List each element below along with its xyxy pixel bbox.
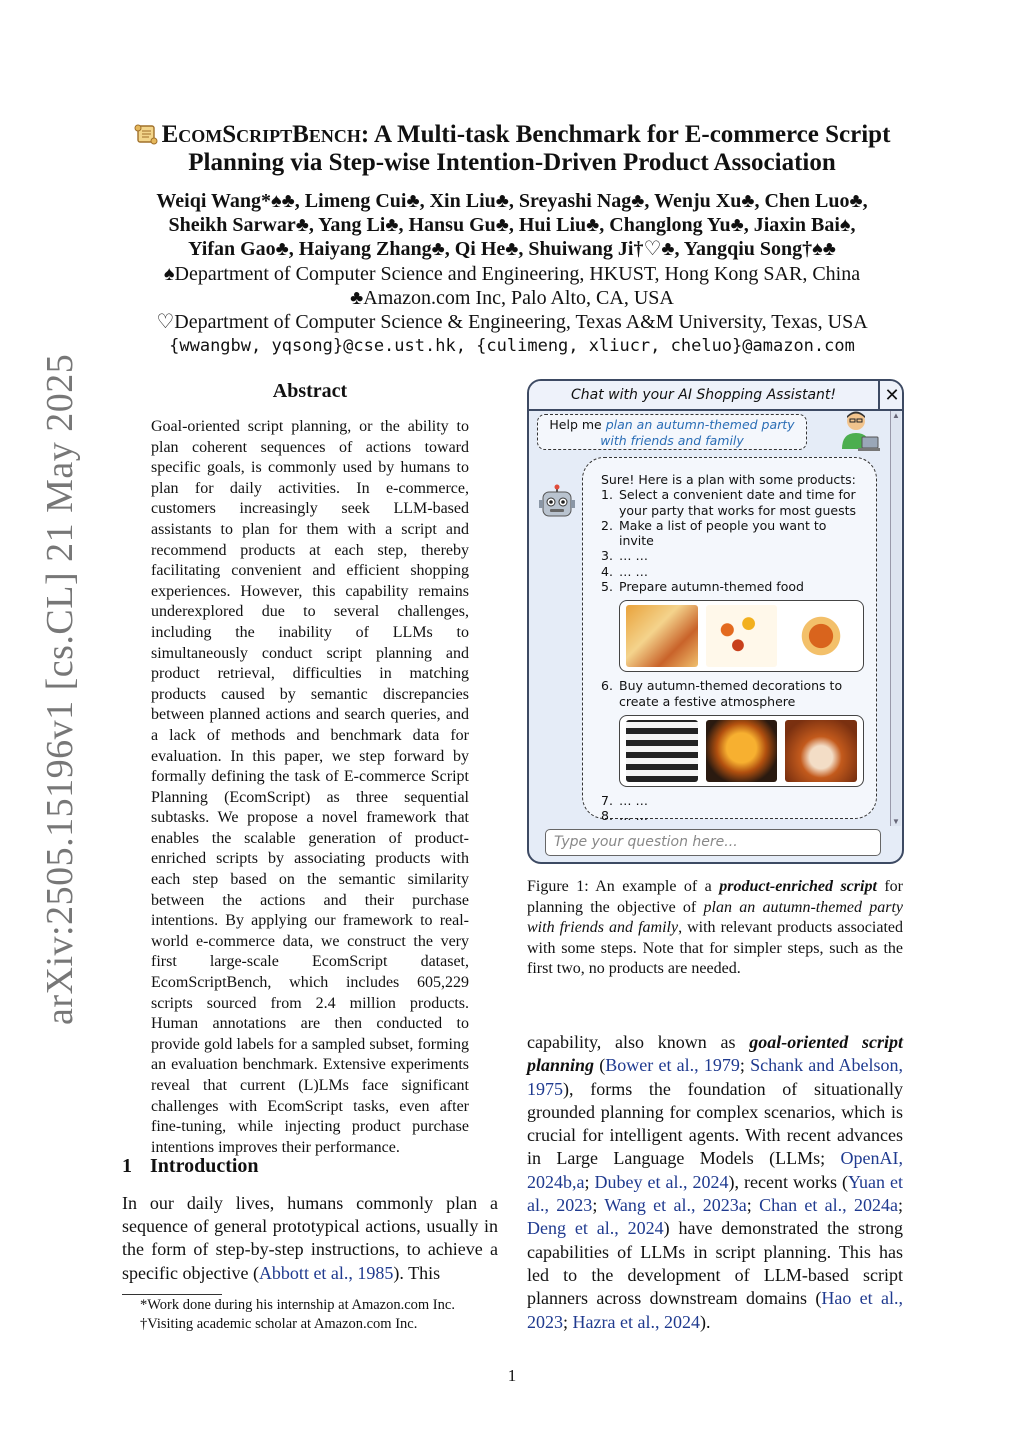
step-text: … …	[619, 548, 648, 564]
footnotes	[140, 1296, 455, 1334]
title-line1-rest: : A Multi-task Benchmark for E-commerce Script	[360, 121, 891, 148]
body-text: (	[594, 1055, 606, 1076]
author-line-2: Sheikh Sarwar♣, Yang Li♣, Hansu Gu♣, Hui Liu♣, Changlong Yu♣, Jiaxin Bai♠,	[168, 214, 856, 236]
body-text: ), recent works (	[728, 1171, 848, 1192]
step-text: … …	[619, 563, 648, 579]
product-image-autumn-snacks[interactable]	[626, 605, 698, 667]
chat-input[interactable]: Type your question here...	[545, 829, 881, 856]
product-image-leaf-platter[interactable]	[785, 605, 857, 667]
caption-term: product-enriched script	[719, 878, 877, 895]
step-text: Select a convenient date and time for your party that works for most guests	[619, 487, 857, 518]
body-text: ), forms the foundation of situationally grounded planning for complex scenarios, which is crucial for intelligent agents. With recent advances in Large Language Models (LLMs;	[527, 1078, 903, 1169]
user-message-prefix: Help me	[549, 417, 606, 432]
user-goal-part1: plan an autumn-themed party	[605, 417, 795, 432]
citation-link[interactable]: Deng et al., 2024	[527, 1218, 664, 1239]
figure-caption	[527, 877, 903, 980]
product-image-leaf-picks[interactable]	[706, 605, 778, 667]
abstract-text: Goal-oriented script planning, or the ability to plan coherent sequences of actions toward specific goals, is commonly used by humans to plan for daily activities. In e-commerce, customers increasingly seek LLM-based assistants to plan for them with a script and recommend products at each step, thereby facilitating convenient and efficient shopping experiences. However, this capability remains underexplored due to several challenges, including the inability of LLMs to simultaneously conduct script planning and product retrieval, difficulties in matching products caused by semantic discrepancies between planned actions and search queries, and a lack of methods and benchmark data for evaluation. In this paper, we step forward by formally defining the task of E-commerce Script Planning (EcomScript) as three sequential subtasks. We propose a novel framework that enables the scalable generation of product-enriched scripts by associating products with each step based on the semantic similarity between the actions and their purchase intentions. By applying our framework to real-world e-commerce data, we construct the very first large-scale EcomScript dataset, EcomScriptBench, which includes 605,229 scripts sourced from 2.4 million products. Human annotations are then conducted to provide gold labels for a sampled subset, forming an evaluation benchmark. Extensive experiments reveal that current (L)LMs face significant challenges with EcomScript tasks, even after fine-tuning, while injecting product purchase intentions improves their performance.	[151, 418, 469, 1156]
food-product-images	[619, 600, 864, 672]
page-number: 1	[507, 1366, 517, 1385]
body-text: ;	[897, 1195, 903, 1216]
decoration-product-images	[619, 715, 864, 787]
step-number: 2.	[601, 517, 613, 533]
citation-link[interactable]: Abbott et al., 1985	[258, 1262, 394, 1283]
paper-title	[0, 121, 1024, 177]
step-text: Make a list of people you want to invite	[619, 517, 827, 549]
plan-step	[601, 518, 864, 549]
author-line-1: Weiqi Wang*♠♣, Limeng Cui♣, Xin Liu♣, Sreyashi Nag♣, Wenju Xu♣, Chen Luo♣,	[156, 190, 868, 212]
caption-text: for planning the objective of	[527, 878, 904, 916]
affiliation-amazon: ♣Amazon.com Inc, Palo Alto, CA, USA	[350, 287, 674, 309]
right-column-paragraph	[527, 1031, 903, 1334]
title-line2: Planning via Step-wise Intention-Driven Product Association	[188, 149, 836, 176]
caption-label: Figure 1: An example of a	[527, 878, 720, 895]
body-text: ).	[699, 1311, 711, 1332]
step-number: 8.	[601, 808, 613, 824]
footnote-2: †Visiting academic scholar at Amazon.com Inc.	[140, 1316, 418, 1332]
body-text: ;	[739, 1055, 751, 1076]
user-avatar-icon	[836, 409, 882, 453]
step-text: Prepare autumn-themed food	[619, 579, 804, 595]
product-image-autumn-arch[interactable]	[785, 720, 857, 782]
plan-step	[601, 808, 864, 823]
scroll-down-icon[interactable]: ▼	[892, 817, 900, 826]
citation-link[interactable]: OpenAI, 2024b,a	[527, 1148, 903, 1192]
caption-text-end: , with relevant products associated with some steps. Note that for simpler steps, such as the first two, no products are needed.	[527, 919, 903, 978]
step-number: 6.	[601, 678, 613, 694]
product-image-table-runner[interactable]	[626, 720, 698, 782]
chat-window-title: Chat with your AI Shopping Assistant!	[529, 381, 878, 411]
intro-text: In our daily lives, humans commonly plan a sequence of general prototypical actions, usually in the form of step-by-step instructions, to achieve a specific objective (	[122, 1193, 498, 1283]
author-list	[0, 189, 1024, 261]
assistant-message-bubble	[582, 457, 877, 824]
plan-step	[601, 793, 864, 808]
robot-avatar-icon	[537, 484, 577, 524]
step-number: 1.	[601, 487, 613, 503]
citation-link[interactable]: Dubey et al., 2024	[594, 1171, 729, 1192]
body-text: ;	[584, 1171, 595, 1192]
step-text: … …	[619, 808, 648, 824]
plan-step	[601, 678, 864, 709]
user-goal-part2: with friends and family	[600, 433, 744, 448]
plan-step	[601, 564, 864, 579]
plan-step	[601, 487, 864, 518]
citation-link[interactable]: Wang et al., 2023a	[604, 1195, 747, 1216]
author-emails: {wwangbw, yqsong}@cse.ust.hk, {culimeng, xliucr, cheluo}@amazon.com	[169, 336, 855, 356]
section-title: Introduction	[150, 1155, 259, 1177]
affiliation-tamu: ♡Department of Computer Science & Engineering, Texas A&M University, Texas, USA	[156, 311, 868, 333]
close-icon[interactable]: ✕	[878, 381, 904, 411]
citation-link[interactable]: Hao et al., 2023	[527, 1288, 903, 1332]
body-text: capability, also known as	[527, 1032, 750, 1052]
step-text: Buy autumn-themed decorations to create a festive atmosphere	[619, 678, 843, 709]
benchmark-name: EcomScriptBench	[161, 121, 361, 148]
citation-link[interactable]: Bower et al., 1979	[605, 1055, 740, 1076]
intro-paragraph	[122, 1192, 498, 1285]
step-number: 7.	[601, 792, 613, 808]
step-number: 3.	[601, 548, 613, 564]
caption-goal: plan an autumn-themed party with friends and family	[527, 898, 903, 937]
citation-link[interactable]: Schank and Abelson, 1975	[527, 1055, 903, 1099]
author-line-3: Yifan Gao♣, Haiyang Zhang♣, Qi He♣, Shuiwang Ji†♡♣, Yangqiu Song†♠♣	[188, 238, 836, 260]
chat-scrollbar[interactable]	[890, 411, 901, 826]
body-text: ;	[563, 1311, 573, 1332]
body-text: ;	[592, 1195, 605, 1216]
citation-link[interactable]: Chan et al., 2024a	[759, 1195, 898, 1216]
step-text: … …	[619, 792, 648, 808]
plan-step	[601, 579, 864, 594]
arxiv-identifier: arXiv:2505.15196v1 [cs.CL] 21 May 2025	[39, 353, 81, 1025]
citation-link[interactable]: Yuan et al., 2023	[527, 1171, 903, 1216]
body-text: ) have demonstrated the strong capabilities of LLMs in script planning. This has led to the development of LLM-based script planners across downstream domains (	[527, 1218, 904, 1309]
section-number: 1	[122, 1155, 132, 1177]
product-image-lighted-tree[interactable]	[706, 720, 778, 782]
abstract-heading: Abstract	[272, 380, 348, 402]
citation-link[interactable]: Hazra et al., 2024	[572, 1311, 700, 1332]
figure-chat-window	[527, 379, 904, 864]
key-term: goal-oriented script planning	[527, 1032, 903, 1076]
plan-step	[601, 548, 864, 563]
affiliation-hkust: ♠Department of Computer Science and Engineering, HKUST, Hong Kong SAR, China	[163, 263, 861, 285]
user-message-bubble	[537, 414, 807, 450]
assistant-intro: Sure! Here is a plan with some products:	[601, 472, 856, 487]
step-number: 5.	[601, 579, 613, 595]
scroll-icon	[134, 123, 158, 145]
body-text: ;	[746, 1195, 760, 1216]
section-heading-introduction	[122, 1155, 259, 1178]
footnote-1: *Work done during his internship at Amazon.com Inc.	[140, 1297, 455, 1313]
step-number: 4.	[601, 563, 613, 579]
scroll-up-icon[interactable]: ▲	[892, 411, 900, 420]
intro-text-end: ). This	[393, 1262, 441, 1283]
affiliations	[0, 262, 1024, 334]
footnote-divider	[122, 1294, 222, 1295]
